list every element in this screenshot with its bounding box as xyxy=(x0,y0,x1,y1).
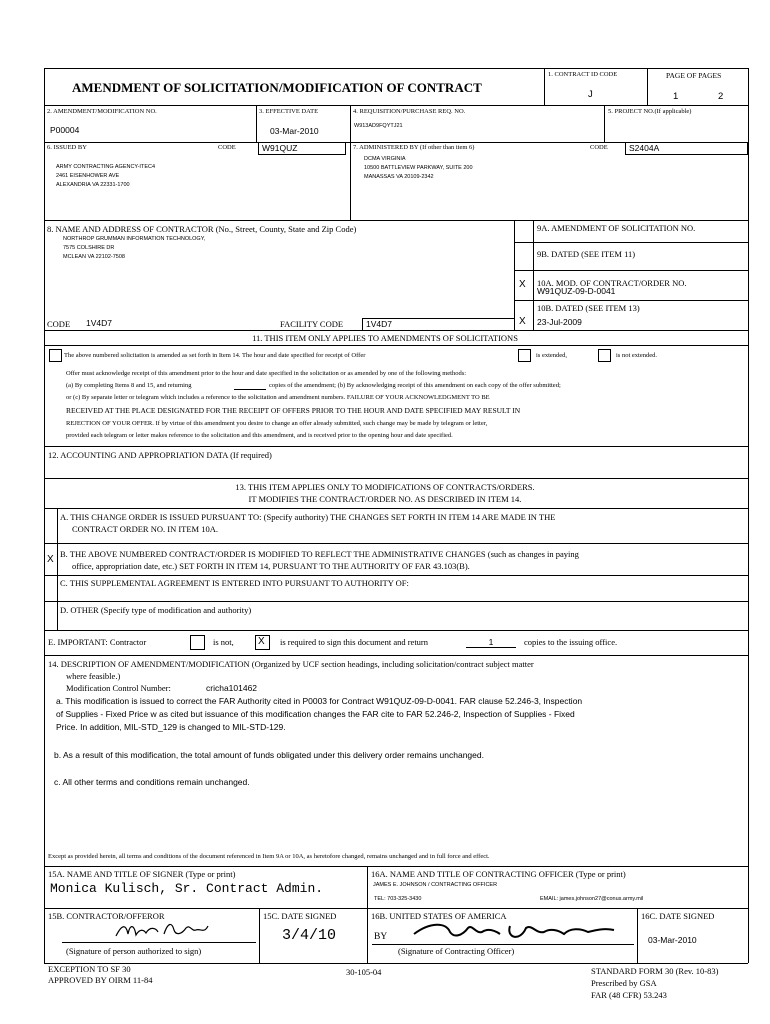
date-signed-16c: 03-Mar-2010 xyxy=(648,935,697,945)
administered-by-code-label: CODE xyxy=(590,144,608,151)
administered-by-line-2: 10500 BATTLEVIEW PARKWAY, SUITE 200 xyxy=(364,165,473,171)
footer-prescribed: Prescribed by GSA xyxy=(591,978,657,988)
administered-by-line-3: MANASSAS VA 20109-2342 xyxy=(364,174,434,180)
amendment-no: P00004 xyxy=(50,125,80,135)
amendment-no-label: 2. AMENDMENT/MODIFICATION NO. xyxy=(47,108,157,115)
issued-by-line-3: ALEXANDRIA VA 22331-1700 xyxy=(56,182,130,188)
footer-exception: EXCEPTION TO SF 30 xyxy=(48,964,131,974)
item-14-para-c: c. All other terms and conditions remain unchanged. xyxy=(54,777,250,787)
item-13d-label: D. OTHER (Specify type of modification and authority) xyxy=(60,605,252,615)
item-13b-line-1: B. THE ABOVE NUMBERED CONTRACT/ORDER IS MODIFIED TO REFLECT THE ADMINISTRATIVE CHANGES (such as changes in paying xyxy=(60,549,579,559)
item-11-para-1: Offer must acknowledge receipt of this amendment prior to the hour and date specified in the solicitation or as amended by one of the following methods: xyxy=(66,370,467,377)
item-10b-checkmark: X xyxy=(519,316,526,327)
item-9a-label: 9A. AMENDMENT OF SOLICITATION NO. xyxy=(537,223,696,233)
effective-date-label: 3. EFFECTIVE DATE xyxy=(259,108,319,115)
contractor-signature-caption: (Signature of person authorized to sign) xyxy=(66,946,202,956)
contractor-offeror-label: 15B. CONTRACTOR/OFFEROR xyxy=(48,911,165,921)
officer-email: EMAIL: james.johnson27@conus.army.mil xyxy=(540,896,644,902)
signer-name-label: 15A. NAME AND TITLE OF SIGNER (Type or print) xyxy=(48,869,236,879)
contractor-code-label: CODE xyxy=(47,319,71,329)
item-14-para-a-2: of Supplies - Fixed Price w as cited but issuance of this modification changes the FAR cite to FAR 52.246-2, Inspection of Supplies - Fixed xyxy=(56,709,575,719)
item-11-para-2a: (a) By completing Items 8 and 15, and returning xyxy=(66,382,192,389)
date-signed-15c: 3/4/10 xyxy=(282,927,337,944)
copies-suffix: copies to the issuing office. xyxy=(524,637,618,647)
officer-name: JAMES E. JOHNSON / CONTRACTING OFFICER xyxy=(373,882,498,888)
item-13a-line-1: A. THIS CHANGE ORDER IS ISSUED PURSUANT TO: (Specify authority) THE CHANGES SET FORTH IN ITEM 14 ARE MADE IN THE xyxy=(60,512,556,522)
solicitation-amended-checkbox[interactable] xyxy=(49,349,62,362)
control-number: cricha101462 xyxy=(206,683,258,693)
item-11-para-3: or (c) By separate letter or telegram which includes a reference to the solicitation and amendment numbers. FAILURE OF YOUR ACKNOWLEDGMENT TO BE xyxy=(66,394,490,401)
copies-returned-blank[interactable] xyxy=(234,389,266,390)
form-title: AMENDMENT OF SOLICITATION/MODIFICATION OF CONTRACT xyxy=(72,80,482,95)
facility-code: 1V4D7 xyxy=(362,318,514,330)
item-10a-value: W91QUZ-09-D-0041 xyxy=(537,286,616,296)
is-required-label: is required to sign this document and return xyxy=(280,637,429,647)
issued-by-label: 6. ISSUED BY xyxy=(47,144,87,151)
item-14-para-a-3: Price. In addition, MIL-STD_129 is changed to MIL-STD-129. xyxy=(56,722,286,732)
contractor-line-3: MCLEAN VA 22102-7508 xyxy=(63,254,125,260)
officer-name-label: 16A. NAME AND TITLE OF CONTRACTING OFFICER (Type or print) xyxy=(371,869,626,879)
is-not-checkbox[interactable] xyxy=(190,635,205,650)
issued-by-code: W91QUZ xyxy=(258,142,346,155)
date-signed-15c-label: 15C. DATE SIGNED xyxy=(263,911,337,921)
item-9b-label: 9B. DATED (SEE ITEM 11) xyxy=(537,249,636,259)
item-14-label-1: 14. DESCRIPTION OF AMENDMENT/MODIFICATION (Organized by UCF section headings, including solicitation/contract subject matter xyxy=(48,659,534,669)
facility-code-label: FACILITY CODE xyxy=(280,319,344,329)
control-number-label: Modification Control Number: xyxy=(66,683,171,693)
item-11-para-6: provided each telegram or letter makes reference to the solicitation and this amendment, and is received prior to the opening hour and date specified. xyxy=(66,432,453,439)
contractor-line-1: NORTHROP GRUMMAN INFORMATION TECHNOLOGY, xyxy=(63,236,206,242)
item-10a-checkmark: X xyxy=(519,279,526,290)
item-14-footer: Except as provided herein, all terms and conditions of the document referenced in Item 9A or 10A, as heretofore changed, remains unchanged and in full force and effect. xyxy=(48,853,490,860)
item-13a-line-2: CONTRACT ORDER NO. IN ITEM 10A. xyxy=(72,524,218,534)
item-11-title: 11. THIS ITEM ONLY APPLIES TO AMENDMENTS OF SOLICITATIONS xyxy=(252,333,518,343)
administered-by-line-1: DCMA VIRGINIA xyxy=(364,156,406,162)
requisition-no: W913AD9FQYTJ21 xyxy=(354,123,403,129)
copies-count[interactable]: 1 xyxy=(466,637,516,648)
footer-approved: APPROVED BY OIRM 11-84 xyxy=(48,975,153,985)
contractor-code: 1V4D7 xyxy=(86,318,112,328)
is-not-label: is not, xyxy=(213,637,234,647)
page-total: 2 xyxy=(718,91,724,102)
footer-standard-form: STANDARD FORM 30 (Rev. 10-83) xyxy=(591,966,719,976)
item-13c-label: C. THIS SUPPLEMENTAL AGREEMENT IS ENTERED INTO PURSUANT TO AUTHORITY OF: xyxy=(60,578,409,588)
item-10a-label: 10A. MOD. OF CONTRACT/ORDER NO. xyxy=(537,278,687,288)
issued-by-code-label: CODE xyxy=(218,144,236,151)
issued-by-line-2: 2461 EISENHOWER AVE xyxy=(56,173,120,179)
item-11-para-4: RECEIVED AT THE PLACE DESIGNATED FOR THE RECEIPT OF OFFERS PRIOR TO THE HOUR AND DATE SPECIFIED MAY RESULT IN xyxy=(66,406,521,415)
is-extended-checkbox[interactable] xyxy=(518,349,531,362)
footer-far: FAR (48 CFR) 53.243 xyxy=(591,990,667,1000)
item-13-title-2: IT MODIFIES THE CONTRACT/ORDER NO. AS DESCRIBED IN ITEM 14. xyxy=(248,494,522,504)
date-signed-16c-label: 16C. DATE SIGNED xyxy=(641,911,715,921)
is-not-extended-checkbox[interactable] xyxy=(598,349,611,362)
contract-id-code: J xyxy=(588,89,593,100)
is-required-checkmark: X xyxy=(258,636,265,647)
requisition-label: 4. REQUISITION/PURCHASE REQ. NO. xyxy=(353,108,466,115)
item-11-para-5: REJECTION OF YOUR OFFER. If by virtue of this amendment you desire to change an offer already submitted, such change may be made by telegram or letter, xyxy=(66,420,488,427)
is-extended-label: is extended, xyxy=(536,352,568,359)
item-11-line-1: The above numbered solicitation is amended as set forth in Item 14. The hour and date specified for receipt of Offer xyxy=(64,352,366,359)
effective-date: 03-Mar-2010 xyxy=(270,126,319,136)
contractor-signature xyxy=(112,918,222,942)
is-not-extended-label: is not extended. xyxy=(616,352,657,359)
item-12-label: 12. ACCOUNTING AND APPROPRIATION DATA (If required) xyxy=(48,450,272,460)
item-14-para-b: b. As a result of this modification, the total amount of funds obligated under this delivery order remains unchanged. xyxy=(54,750,484,760)
item-13b-line-2: office, appropriation date, etc.) SET FORTH IN ITEM 14, PURSUANT TO THE AUTHORITY OF FAR 43.103(B). xyxy=(72,561,470,571)
issued-by-line-1: ARMY CONTRACTING AGENCY-ITEC4 xyxy=(56,164,156,170)
important-label: E. IMPORTANT: Contractor xyxy=(48,637,147,647)
contracting-officer-signature xyxy=(410,918,620,944)
administered-by-code: S2404A xyxy=(625,142,748,155)
project-no-label: 5. PROJECT NO.(If applicable) xyxy=(608,108,692,115)
item-14-para-a-1: a. This modification is issued to correct the FAR Authority cited in P0003 for Contract W91QUZ-09-D-0041. FAR clause 52.246-3, Inspection xyxy=(56,696,583,706)
page-number: 1 xyxy=(673,91,679,102)
contract-id-code-label: 1. CONTRACT ID CODE xyxy=(548,71,618,78)
by-label: BY xyxy=(374,932,388,942)
signer-name: Monica Kulisch, Sr. Contract Admin. xyxy=(50,881,324,896)
officer-signature-caption: (Signature of Contracting Officer) xyxy=(398,946,515,956)
item-13-title-1: 13. THIS ITEM APPLIES ONLY TO MODIFICATIONS OF CONTRACTS/ORDERS. xyxy=(235,482,535,492)
page-of-pages-label: PAGE OF PAGES xyxy=(666,71,722,80)
item-10b-value: 23-Jul-2009 xyxy=(537,317,582,327)
contractor-label: 8. NAME AND ADDRESS OF CONTRACTOR (No., Street, County, State and Zip Code) xyxy=(47,224,357,234)
item-13b-checkmark: X xyxy=(47,554,54,565)
item-10b-label: 10B. DATED (SEE ITEM 13) xyxy=(537,303,640,313)
united-states-label: 16B. UNITED STATES OF AMERICA xyxy=(371,911,507,921)
footer-form-number: 30-105-04 xyxy=(346,967,382,977)
item-11-para-2b: copies of the amendment; (b) By acknowledging receipt of this amendment on each copy of the offer submitted; xyxy=(269,382,561,389)
contractor-line-2: 7575 COLSHIRE DR xyxy=(63,245,115,251)
administered-by-label: 7. ADMINISTERED BY (If other than item 6) xyxy=(353,144,475,151)
officer-tel: TEL: 703-325-3430 xyxy=(374,896,422,902)
item-14-label-2: where feasible.) xyxy=(66,671,121,681)
